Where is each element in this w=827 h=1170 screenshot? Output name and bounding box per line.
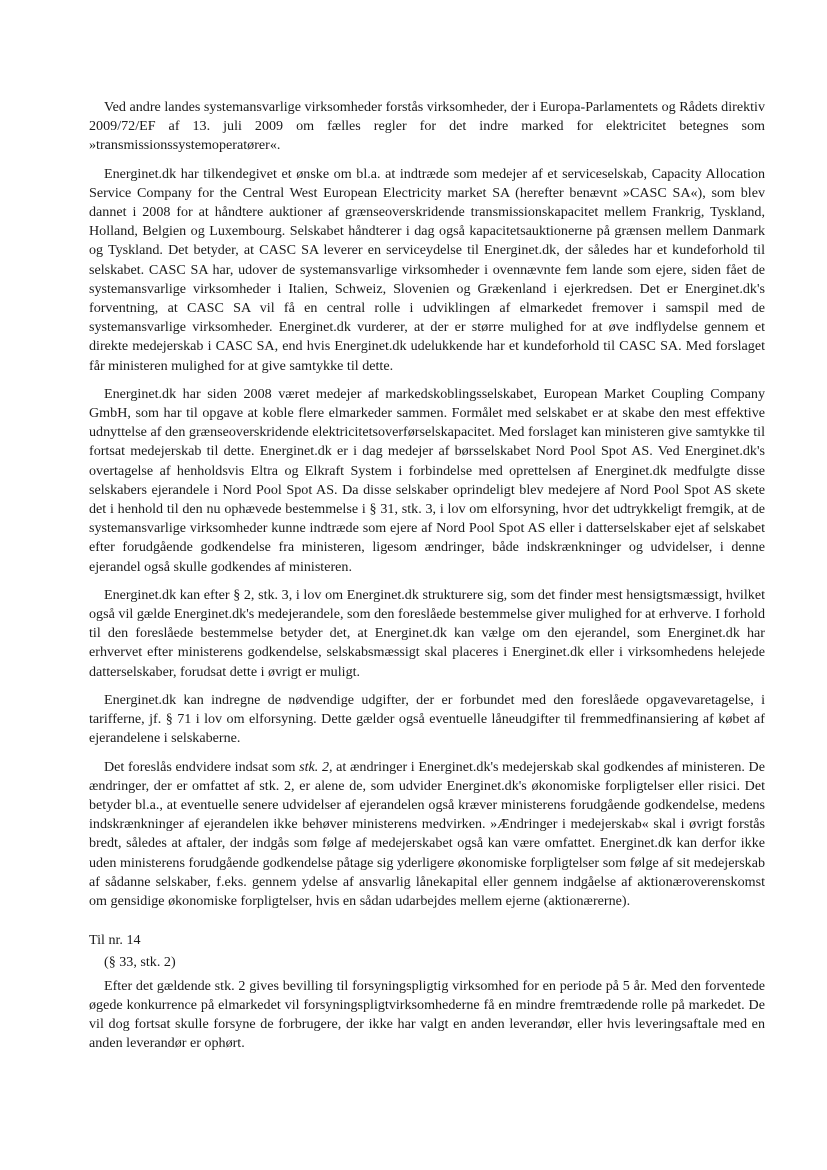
- para6-italic-ref: stk. 2,: [299, 758, 333, 775]
- document-page: [89, 98, 765, 1062]
- paragraph-market-coupling: Energinet.dk har siden 2008 været medejer af markedskoblingsselskabet, European Market Coupling Company GmbH, som har til opgave at koble flere elmarkeder sammen. Formålet med selskabet er at skabe den mest effektive udnyttelse af den grænseoverskridende elektricitetsoverførselskapacitet. Med forslaget kan ministeren give samtykke til fortsat medejerskab til dette. Energinet.dk er i dag medejer af børsselskabet Nord Pool Spot AS. Ved Energinet.dk's overtagelse af henholdsvis Eltra og Elkraft System i forbindelse med oprettelsen af Energinet.dk medfulgte disse selskabers ejerandele i Nord Pool Spot AS. Da disse selskaber oprindeligt blev medejere af Nord Pool Spot AS skete det i henhold til den nu ophævede bestemmelse i § 31, stk. 3, i lov om elforsyning, hvor det udtrykkeligt fremgik, at de systemansvarlige virksomheder kunne indtræde som ejere af Nord Pool Spot AS eller i datterselskaber ejet af selskabet efter forudgående godkendelse fra ministeren, ligesom ændringer, både indskrænkninger og udvidelser, i denne ejerandel også skulle godkendes af ministeren.: [89, 385, 765, 575]
- paragraph-tso-definition: Ved andre landes systemansvarlige virksomheder forstås virksomheder, der i Europa-Parlamentets og Rådets direktiv 2009/72/EF af 13. juli 2009 om fælles regler for det indre marked for elektricitet betegnes som »transmissionssystemoperatører«.: [89, 99, 765, 154]
- paragraph-tariffs: Energinet.dk kan indregne de nødvendige udgifter, der er forbundet med den foreslåede opgavevaretagelse, i tarifferne, jf. § 71 i lov om elforsyning. Dette gælder også eventuelle låneudgifter til fremmedfinansiering af købet af ejerandelene i selskaberne.: [89, 691, 765, 747]
- paragraph-supply-license: Efter det gældende stk. 2 gives bevilling til forsyningspligtig virksomhed for en periode på 5 år. Med den forventede øgede konkurrence på elmarkedet vil forsyningspligtvirksomhederne få en mindre fremtrædende rolle på markedet. De vil dog fortsat skulle forsyne de forbrugere, der ikke har valgt en anden leverandør, eller hvis leveringsaftale med en anden leverandør er ophørt.: [89, 977, 765, 1052]
- para6-text-start: Det foreslås endvidere indsat som: [104, 758, 300, 775]
- paragraph-structure: Energinet.dk kan efter § 2, stk. 3, i lov om Energinet.dk strukturere sig, som det finder mest hensigtsmæssigt, hvilket også vil gælde Energinet.dk's medejerandele, som den foreslåede bestemmelse giver mulighed for at erhverve. I forhold til den foreslåede bestemmelse betyder det, at Energinet.dk kan vælge om den ejerandel, som Energinet.dk har erhvervet efter ministerens godkendelse, selskabsmæssigt skal placeres i Energinet.dk eller i virksomhedens helejede datterselskaber, forudsat dette i øvrigt er muligt.: [89, 586, 765, 680]
- section-reference: (§ 33, stk. 2): [104, 954, 176, 971]
- paragraph-casc-sa: Energinet.dk har tilkendegivet et ønske om bl.a. at indtræde som medejer af et serviceselskab, Capacity Allocation Service Company for the Central West European Electricity market SA (herefter benævnt »CASC SA«), som blev dannet i 2008 for at håndtere auktioner af grænseoverskridende transmissionskapacitet mellem Frankrig, Tyskland, Holland, Belgien og Luxembourg. Selskabet håndterer i dag også kapacitetsauktionerne på grænsen mellem Danmark og Tyskland. Det betyder, at CASC SA leverer en serviceydelse til Energinet.dk, der således har et kundeforhold til selskabet. CASC SA har, udover de systemansvarlige virksomheder i ovennævnte fem lande som ejere, siden fået de systemansvarlige virksomheder i Italien, Schweiz, Slovenien og Grækenland i ejerkredsen. Det er Energinet.dk's forventning, at CASC SA vil få en central rolle i udviklingen af elmarkedet fremover i samspil med de systemansvarlige virksomheder. Energinet.dk vurderer, at der er større mulighed for at øve indflydelse gennem et direkte medejerskab i CASC SA, end hvis Energinet.dk udelukkende har et kundeforhold til CASC SA. Med forslaget får ministeren mulighed for at give samtykke til dette.: [89, 165, 765, 374]
- para6-text-end: at ændringer i Energinet.dk's medejerskab skal godkendes af ministeren. De ændringer, der er omfattet af stk. 2, er alene de, som udvider Energinet.dk's økonomiske forpligtelser eller risici. Det betyder bl.a., at eventuelle senere udvidelser af ejerandelen også kræver ministerens forudgående godkendelse, medens indskrænkninger af ejerandelen ikke behøver ministerens medvirken. »Ændringer i medejerskab« skal i øvrigt forstås bredt, således at aftaler, der indgås som følge af medejerskabet også kan være omfattet. Energinet.dk kan derfor ikke uden ministerens forudgående godkendelse påtage sig yderligere økonomiske forpligtelser som følge af sit medejerskab af sådanne selskaber, f.eks. gennem ydelse af ansvarlig lånekapital eller gennem indgåelse af aktionæroverenskomst om gensidige økonomiske forpligtelser, hvis en sådan udarbejdes mellem ejerne (aktionærerne).: [89, 758, 765, 909]
- paragraph-ownership-changes: [89, 758, 765, 912]
- section-heading: Til nr. 14: [89, 932, 141, 949]
